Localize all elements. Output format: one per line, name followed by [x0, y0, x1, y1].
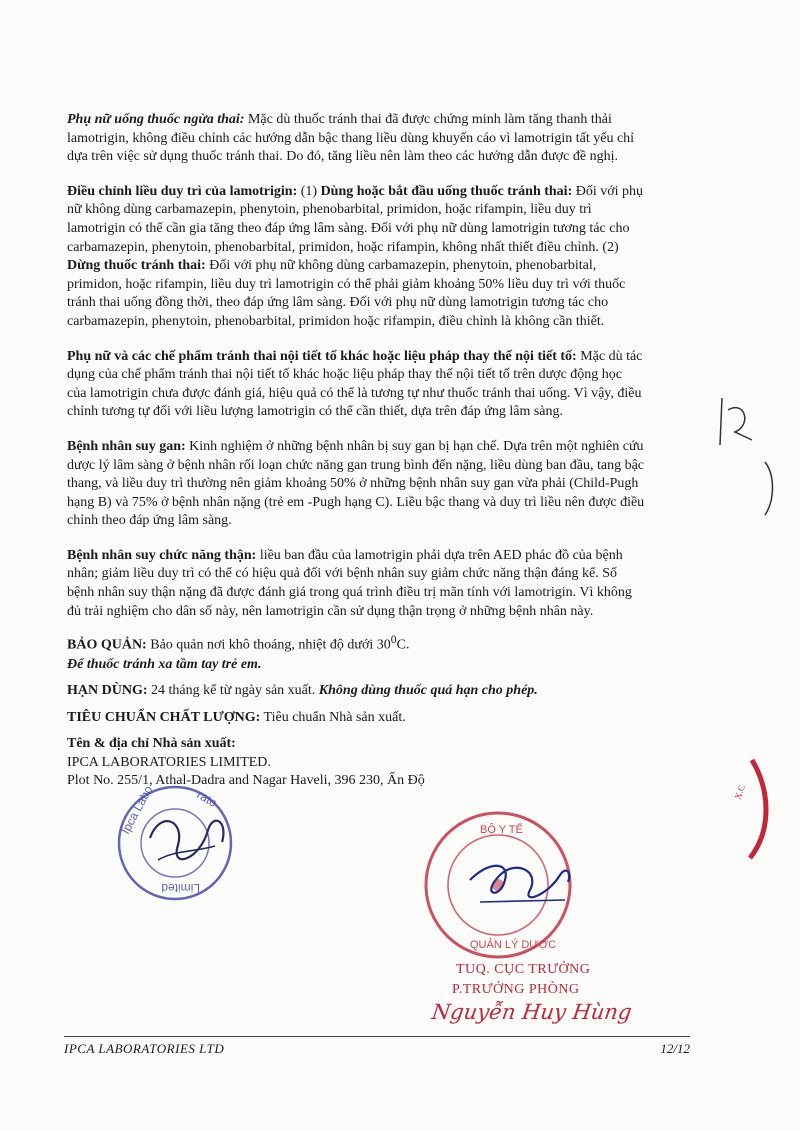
text-line: Kinh nghiệm ở những bệnh nhân bị suy gan bị hạn chế. Dựa trên một nghiên cứu — [185, 438, 644, 454]
subsection-title: Dừng thuốc tránh thai: — [67, 258, 206, 274]
text-line: của lamotrigin chưa được đánh giá, hiệu quả có thể là tương tự như thuốc tránh thai uống. Vì vậy, điều — [67, 385, 642, 401]
svg-text:Ipca Labo: Ipca Labo — [118, 783, 156, 837]
signatory-name: Nguyễn Huy Hùng — [430, 1000, 634, 1024]
manufacturer-label: Tên & địa chỉ Nhà sản xuất: — [67, 736, 236, 752]
text-line: lamotrigin, không điều chỉnh các hướng dẫn bậc thang liều dùng khuyến cáo vì lamotrigin tất yếu chỉ — [67, 130, 635, 146]
svg-text:QUẢN LÝ DƯỢC: QUẢN LÝ DƯỢC — [470, 939, 557, 951]
margin-annotation — [720, 398, 752, 445]
text-line: dụng của chế phẩm tránh thai nội tiết tố khác hoặc liệu pháp thay thế nội tiết tố trên dược động học — [67, 367, 622, 383]
official-seal — [426, 813, 570, 957]
text-line: carbamazepin, phenytoin, phenobarbital, primidon, hoặc rifampin, không nhất thiết điều chỉnh. (2) — [67, 239, 619, 255]
footer-company: IPCA LABORATORIES LTD — [64, 1041, 225, 1056]
section-title: Phụ nữ uống thuốc ngừa thai: — [67, 112, 245, 127]
text-fragment: (1) — [297, 183, 321, 199]
section-title: Bệnh nhân suy gan: — [67, 438, 186, 454]
subsection-title: Dùng hoặc bắt đầu uống thuốc tránh thai: — [320, 183, 573, 199]
text-line: tránh thai uống đồng thời, theo đáp ứng lâm sàng. Đối với phụ nữ dùng lamotrigin tương tác cho — [67, 295, 609, 311]
expiry-label: HẠN DÙNG: — [67, 683, 148, 699]
svg-text:BỘ Y TẾ: BỘ Y TẾ — [480, 824, 523, 836]
text-line: dược lý lâm sàng ở bệnh nhân rối loạn chức năng gan trung bình đến nặng, liều dùng ban đầu, tang bậc — [67, 457, 645, 473]
official-signature — [470, 866, 569, 897]
text-line: nữ không dùng carbamazepin, phenytoin, phenobarbital, primidon, hoặc rifampin, liều duy trì — [67, 202, 592, 218]
text-line: carbamazepin, phenytoin, phenobarbital, primidon hoặc rifampin, điều chỉnh là không cần thiết. — [67, 313, 605, 329]
text-line: hạng B) và 75% ở bệnh nhân nặng (trẻ em -Pugh hạng C). Liều bậc thang và duy trì liều nên được điều — [67, 494, 645, 510]
page-number: 12/12 — [660, 1041, 690, 1056]
section-title: Bệnh nhân suy chức năng thận: — [67, 547, 257, 563]
signatory-position: P.TRƯỞNG PHÒNG — [452, 982, 580, 997]
expiry-warning: Không dùng thuốc quá hạn cho phép. — [318, 683, 538, 699]
signatory-title: TUQ. CỤC TRƯỞNG — [456, 962, 591, 977]
text-line: đủ trải nghiệm cho dân số này, nên lamotrigin cần sử dụng thận trọng ở những bệnh nhân này. — [67, 603, 594, 619]
storage-unit: C. — [396, 637, 410, 653]
expiry-text: 24 tháng kể từ ngày sản xuất. — [147, 683, 319, 699]
company-seal — [118, 783, 231, 899]
text-line: chỉnh theo đáp ứng lâm sàng. — [67, 513, 232, 529]
storage-text: Bảo quản nơi khô thoáng, nhiệt độ dưới 30 — [146, 637, 391, 653]
storage-superscript: 0 — [390, 633, 397, 647]
text-line: dựa trên việc sử dụng thuốc tránh thai. Do đó, tăng liều nên làm theo các hướng dẫn được đề nghị. — [67, 149, 618, 165]
text-line: Mặc dù thuốc tránh thai đã được chứng minh làm tăng thanh thải — [244, 112, 612, 127]
text-line: thang, và liều duy trì thường nên giảm khoảng 50% ở những bệnh nhân suy gan vừa phải (Child-Pugh — [67, 476, 639, 492]
text-line: nhân; giảm liều duy trì có thể có hiệu quả đối với bệnh nhân suy giảm chức năng thận đáng kể. Số — [67, 566, 617, 582]
text-line: Đối với phụ — [572, 183, 644, 199]
margin-parenthesis — [765, 462, 773, 515]
section-title: Phụ nữ và các chế phẩm tránh thai nội tiết tố khác hoặc liệu pháp thay thế nội tiết tố: — [67, 348, 577, 364]
text-line: lamotrigin có thể cần gia tăng theo đáp ứng lâm sàng. Đối với phụ nữ dùng lamotrigin tương tác cho — [67, 220, 630, 236]
text-line: Đối với phụ nữ không dùng carbamazepin, phenytoin, phenobarbital, — [205, 258, 597, 274]
margin-bracket — [750, 760, 766, 858]
text-line: Mặc dù tác — [576, 348, 643, 364]
child-warning: Để thuốc tránh xa tầm tay trẻ em. — [67, 656, 262, 672]
manufacturer-address: Plot No. 255/1, Athal-Dadra and Nagar Haveli, 396 230, Ấn Độ — [67, 773, 425, 789]
svg-text:rato: rato — [194, 787, 220, 810]
page-footer — [64, 1036, 690, 1056]
quality-text: Tiêu chuẩn Nhà sản xuất. — [260, 709, 406, 725]
text-line: chỉnh tương tự đối với liều lượng lamotrigin có thể cần thiết, dựa trên đáp ứng lâm sàng. — [67, 404, 563, 420]
section-title: Điều chỉnh liều duy trì của lamotrigin: — [67, 183, 298, 199]
storage-label: BẢO QUẢN: — [67, 637, 147, 653]
svg-text:Limited: Limited — [161, 881, 200, 895]
quality-label: TIÊU CHUẨN CHẤT LƯỢNG: — [67, 709, 261, 725]
margin-note: X.C — [732, 783, 747, 801]
text-line: liều ban đầu của lamotrigin phải dựa trên AED phác đồ của bệnh — [256, 547, 623, 563]
text-line: bệnh nhân suy thận nặng đã được đánh giá trong quá trình điều trị mãn tính với lamotrigin. Vì không — [67, 585, 632, 601]
official-signature-underline — [480, 900, 565, 902]
text-line: primidon, hoặc rifampin, liều duy trì lamotrigin có thể phải giảm khoảng 50% liều duy trì với thuốc — [67, 276, 626, 292]
manufacturer-name: IPCA LABORATORIES LIMITED. — [67, 754, 271, 770]
